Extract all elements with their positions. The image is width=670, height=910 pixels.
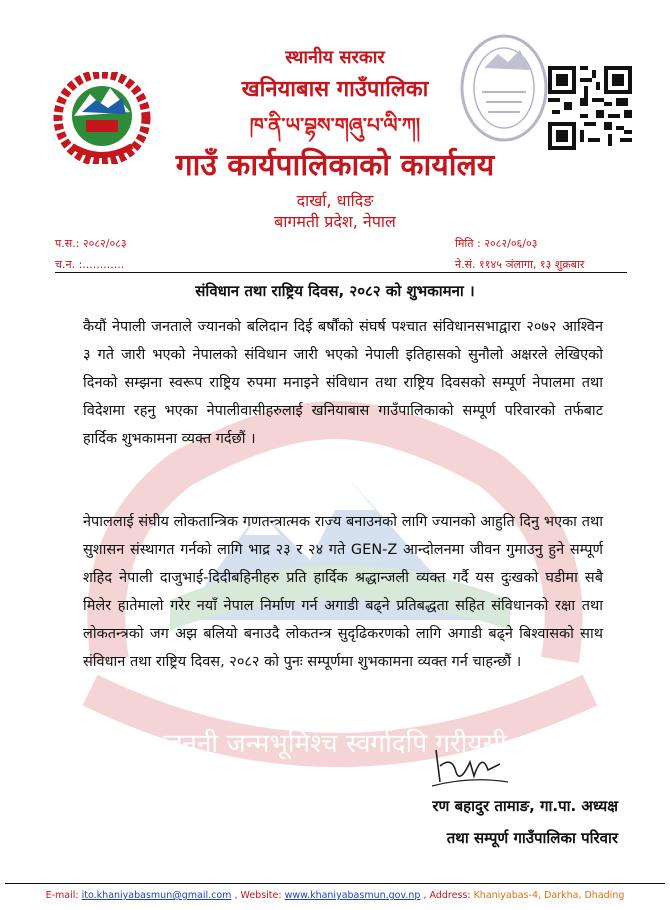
- footer-website-link[interactable]: www.khaniyabasmun.gov.np: [284, 890, 421, 901]
- letter-paragraph-2: नेपाललाई संघीय लोकतान्त्रिक गणतन्त्रात्मक राज्य बनाउनको लागि ज्यानको आहुति दिनु भएका तथा सुशासन संस्थागत गर्नको लागि भाद्र २३ र २४ गते GEN-Z आन्दोलनमा जीवन गुमाउनु हुने सम्पूर्ण शहिद नेपाली दाजुभाई-दिदीबहिनीहरु प्रति हार्दिक श्रद्धान्जली व्यक्त गर्दै यस दुःखको घडीमा सबै मिलेर हातेमालो गरेर नयाँ नेपाल निर्माण गर्न अगाडी बढ्ने प्रतिबद्धता सहित संविधानको रक्षा तथा लोकतन्त्रको जग अझ बलियो बनाउदै लोकतन्त्र सुदृढिकरणको लागि अगाडी बढ्ने बिश्वासको साथ संविधान तथा राष्ट्रिय दिवस, २०८२ को पुनः सम्पूर्णमा शुभकामना व्यक्त गर्न चाहन्छौं ।: [83, 514, 603, 670]
- letter-paragraph-1: कैयौं नेपाली जनताले ज्यानको बलिदान दिई बर्षौंको संघर्ष पश्चात संविधानसभाद्वारा २०७२ आश्विन ३ गते जारी भएको नेपालको संविधान जारी भएको नेपाली इतिहासको सुनौलो अक्षरले लेखिएको दिनको सम्झना स्वरूप राष्ट्रिय रुपमा मनाइने संविधान तथा राष्ट्रिय दिवसको सम्पूर्ण नेपालमा तथा विदेशमा रहनु भएका नेपालीवासीहरुलाई खनियाबास गाउँपालिकाको सम्पूर्ण परिवारको तर्फबाट हार्दिक शुभकामना व्यक्त गर्दछौं ।: [83, 319, 603, 447]
- letterhead-municipality-name-tibetan: ཁ་ནི་ཡ་བྷས་གཞུ་པ་ལི་ཀ།: [249, 113, 421, 137]
- header-divider: [55, 272, 627, 273]
- letter-subject: संविधान तथा राष्ट्रिय दिवस, २०८२ को शुभकामना ।: [195, 282, 475, 300]
- reference-number: प.स.: २०८२/०८३: [55, 237, 127, 250]
- footer-divider: [5, 883, 665, 884]
- letterhead-province: बागमती प्रदेश, नेपाल: [274, 212, 396, 231]
- letterhead-office-title: गाउँ कार्यपालिकाको कार्यालय: [175, 148, 495, 183]
- footer-contact: [0, 890, 670, 901]
- date-nepal-samvat: ने.सं. ११४५ ञंलागा, १३ शुक्रबार: [455, 258, 585, 271]
- date-bs: मिति : २०८२/०६/०३: [455, 237, 538, 250]
- signatory-family: तथा सम्पूर्ण गाउँपालिका परिवार: [446, 829, 618, 847]
- signatory-name-title: रण बहादुर तामाङ, गा.पा. अध्यक्ष: [432, 797, 618, 815]
- footer-address: Khaniyabas-4, Darkha, Dhading: [473, 890, 625, 901]
- handwritten-signature: [430, 742, 510, 790]
- letterhead-municipality-name: खनियाबास गाउँपालिका: [241, 77, 429, 102]
- footer-website-label: , Website:: [234, 890, 282, 901]
- footer-email-link[interactable]: ito.khaniyabasmun@gmail.com: [81, 890, 232, 901]
- watermark-motto: जननी जन्मभूमिश्च स्वर्गादपि गरीयसी: [163, 729, 507, 759]
- footer-email-label: E-mail:: [45, 890, 79, 901]
- letterhead-location: दार्खा, धादिङ: [296, 191, 374, 210]
- letterhead-local-government: स्थानीय सरकार: [285, 47, 385, 68]
- footer-address-label: , Address:: [423, 890, 471, 901]
- dispatch-number: च.न. :............: [55, 258, 125, 271]
